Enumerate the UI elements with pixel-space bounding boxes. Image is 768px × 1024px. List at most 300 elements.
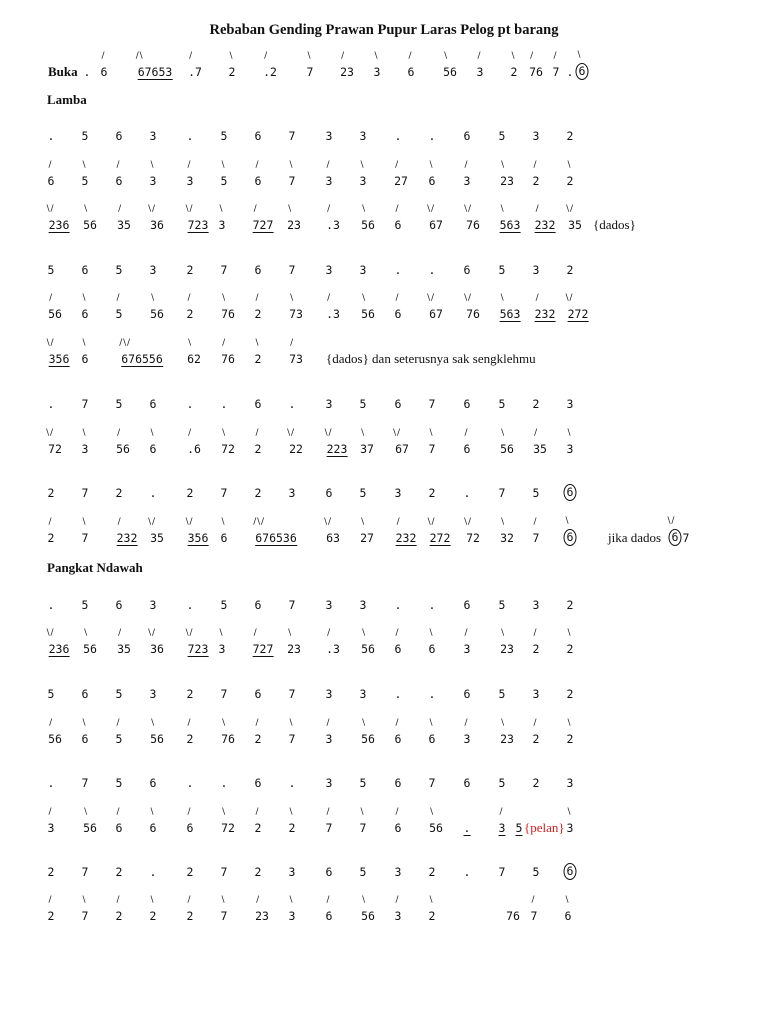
- ornament-mark: /: [327, 204, 330, 214]
- ornament-mark: \: [362, 204, 365, 214]
- ornament-mark: /: [395, 204, 398, 214]
- ornament-mark: /: [531, 895, 534, 905]
- note-cell: .: [428, 598, 436, 612]
- note-cell: 7: [682, 531, 690, 545]
- note-cell: 2 \: [288, 807, 296, 835]
- ornament-mark: /: [255, 293, 258, 303]
- ornament-mark: \: [374, 51, 377, 61]
- note-cell: 3: [325, 687, 333, 701]
- gong-note: 6 \ /: [669, 529, 682, 546]
- ornament-mark: \: [289, 718, 292, 728]
- note-cell: 6: [254, 598, 262, 612]
- note-cell: 3: [149, 687, 157, 701]
- note-cell: 76 \ /: [464, 204, 480, 232]
- note-cell: 7: [288, 263, 296, 277]
- note-cell: 2 \: [566, 718, 574, 746]
- ornament-mark: /: [533, 628, 536, 638]
- note-cell: 35 /: [117, 204, 131, 232]
- note-cell: 6 \: [81, 293, 89, 321]
- notation-row: [0, 776, 768, 802]
- note-cell: 3 \: [373, 51, 381, 79]
- note-cell: 723 \ /: [185, 628, 209, 656]
- note-cell: 5: [359, 486, 367, 500]
- note-cell: 3 /: [325, 718, 333, 746]
- note-cell: .: [428, 263, 436, 277]
- gong-note: 6: [564, 863, 577, 880]
- note-cell: 7: [81, 776, 89, 790]
- note-cell: .: [394, 263, 402, 277]
- ornament-mark: /: [49, 718, 52, 728]
- note-cell: 35 /: [533, 428, 547, 456]
- note-cell: 3: [359, 263, 367, 277]
- note-cell: 23 \: [500, 160, 514, 188]
- note-cell: 7: [288, 129, 296, 143]
- note-cell: 73 /: [289, 338, 303, 366]
- note-cell: 3: [566, 397, 574, 411]
- note-cell: 2: [47, 486, 55, 500]
- ornament-mark: /: [116, 160, 119, 170]
- note-cell: 6: [254, 129, 262, 143]
- note-cell: 56 /: [48, 718, 62, 746]
- note-cell: 76: [506, 909, 520, 923]
- note-cell: 6 /: [115, 807, 123, 835]
- note-cell: 56 \: [500, 428, 514, 456]
- ornament-mark: \ /: [464, 204, 471, 214]
- note-cell: 2 \: [254, 338, 262, 366]
- note-cell: 3: [288, 486, 296, 500]
- note-cell: 7: [81, 486, 89, 500]
- ornament-mark: /: [187, 807, 190, 817]
- note-cell: .: [463, 486, 471, 500]
- ornament-mark: /: [48, 517, 51, 527]
- ornament-mark: /: [117, 517, 120, 527]
- note-cell: 6: [149, 397, 157, 411]
- note-cell: 5: [532, 486, 540, 500]
- notation-row: [0, 160, 768, 200]
- note-cell: 7 \: [81, 517, 89, 545]
- note-cell: 7: [81, 397, 89, 411]
- note-cell: 3 \: [566, 807, 574, 835]
- ornament-mark: \: [290, 293, 293, 303]
- note-cell: 62 \: [187, 338, 201, 366]
- ornament-mark: \: [221, 895, 224, 905]
- ornament-mark: /: [533, 517, 536, 527]
- note-cell: 5: [498, 397, 506, 411]
- note-cell: 6: [115, 598, 123, 612]
- note-cell: 3 /: [186, 160, 194, 188]
- ornament-mark: \: [501, 428, 504, 438]
- note-cell: .: [47, 129, 55, 143]
- notation-row: [0, 204, 768, 244]
- notation-row: [0, 93, 768, 119]
- section-heading: Buka: [48, 64, 78, 79]
- ornament-mark: \: [82, 293, 85, 303]
- note-cell: 7: [288, 687, 296, 701]
- note-cell: 272 \ /: [427, 517, 451, 545]
- ornament-mark: \: [429, 160, 432, 170]
- ornament-mark: \: [362, 895, 365, 905]
- note-cell: .: [220, 397, 228, 411]
- notation-row: [0, 561, 768, 587]
- note-cell: 7 /: [325, 807, 333, 835]
- note-cell: .7 /: [188, 51, 202, 79]
- ornament-mark: \: [567, 428, 570, 438]
- ornament-mark: \ /: [46, 428, 53, 438]
- note-cell: .3 /: [326, 293, 340, 321]
- note-cell: 6 \: [149, 807, 157, 835]
- ornament-mark: \: [82, 428, 85, 438]
- note-cell: 3: [566, 776, 574, 790]
- ornament-mark: /: [327, 628, 330, 638]
- note-cell: 5: [498, 687, 506, 701]
- note-cell: 6: [394, 397, 402, 411]
- note-cell: 236 \ /: [46, 204, 70, 232]
- notation-row: [0, 486, 768, 512]
- ornament-mark: /: [290, 338, 293, 348]
- note-cell: .: [463, 821, 471, 835]
- note-cell: 3 \: [149, 160, 157, 188]
- text-annotation: {dados} dan seterusnya sak sengklehmu: [326, 351, 536, 366]
- note-cell: .: [288, 776, 296, 790]
- note-cell: 6 /: [407, 51, 415, 79]
- ornament-mark: \: [500, 293, 503, 303]
- note-cell: 272 \ /: [565, 293, 589, 321]
- note-cell: 3 \: [359, 160, 367, 188]
- note-cell: 23 /: [255, 895, 269, 923]
- ornament-mark: / \ /: [119, 338, 130, 348]
- ornament-mark: \: [150, 807, 153, 817]
- note-cell: 723 \ /: [185, 204, 209, 232]
- note-cell: 2: [186, 486, 194, 500]
- note-cell: 727 /: [252, 204, 274, 232]
- note-cell: 2 \: [149, 895, 157, 923]
- ornament-mark: \: [222, 293, 225, 303]
- note-cell: 7 \: [288, 160, 296, 188]
- note-cell: 2 \: [510, 51, 518, 79]
- note-cell: .: [566, 65, 574, 79]
- ornament-mark: \: [362, 718, 365, 728]
- ornament-mark: /: [118, 628, 121, 638]
- ornament-mark: \: [567, 718, 570, 728]
- note-cell: .6 /: [187, 428, 201, 456]
- note-cell: 3: [532, 263, 540, 277]
- note-cell: 2: [47, 865, 55, 879]
- ornament-mark: \ /: [148, 628, 155, 638]
- ornament-mark: \: [150, 428, 153, 438]
- note-cell: 3 /: [463, 718, 471, 746]
- ornament-mark: \ /: [324, 428, 331, 438]
- ornament-mark: \ /: [185, 204, 192, 214]
- ornament-mark: /: [253, 204, 256, 214]
- note-cell: 676556 / \ /: [119, 338, 163, 366]
- ornament-mark: /: [255, 428, 258, 438]
- note-cell: 6: [81, 263, 89, 277]
- note-cell: 5: [115, 687, 123, 701]
- ornament-mark: /: [477, 51, 480, 61]
- note-cell: 3: [149, 598, 157, 612]
- note-cell: 3: [359, 598, 367, 612]
- note-cell: 67 \ /: [393, 428, 409, 456]
- ornament-mark: \: [361, 517, 364, 527]
- ornament-mark: \ /: [148, 204, 155, 214]
- note-cell: 35 \ /: [566, 204, 582, 232]
- ornament-mark: \: [221, 517, 224, 527]
- note-cell: 67 \ /: [427, 204, 443, 232]
- ornament-mark: /: [48, 160, 51, 170]
- note-cell: 7: [81, 865, 89, 879]
- note-cell: 7: [220, 687, 228, 701]
- note-cell: 2 /: [115, 895, 123, 923]
- ornament-mark: /: [48, 895, 51, 905]
- note-cell: 23 \: [500, 718, 514, 746]
- note-cell: 2 /: [47, 895, 55, 923]
- note-cell: 3: [149, 129, 157, 143]
- ornament-mark: \: [444, 51, 447, 61]
- note-cell: 27 \: [360, 517, 374, 545]
- note-cell: 3: [288, 865, 296, 879]
- note-cell: 23 \: [500, 628, 514, 656]
- note-cell: 35 \ /: [148, 517, 164, 545]
- note-cell: 72 \: [221, 807, 235, 835]
- ornament-mark: \ /: [566, 204, 573, 214]
- note-cell: 563 \: [499, 293, 521, 321]
- note-cell: 6 \: [428, 160, 436, 188]
- note-cell: 67 \ /: [427, 293, 443, 321]
- ornament-mark: /: [118, 204, 121, 214]
- note-cell: 27 /: [394, 160, 408, 188]
- note-cell: 6 \: [428, 718, 436, 746]
- ornament-mark: /: [255, 160, 258, 170]
- ornament-mark: \: [222, 718, 225, 728]
- note-cell: 67653 / \: [135, 51, 173, 79]
- ornament-mark: \: [567, 807, 570, 817]
- ornament-mark: \: [82, 718, 85, 728]
- note-cell: 2: [566, 129, 574, 143]
- ornament-mark: /: [49, 293, 52, 303]
- note-cell: 3 /: [463, 160, 471, 188]
- ornament-mark: \: [429, 628, 432, 638]
- note-cell: 6: [254, 687, 262, 701]
- note-cell: 72 \ /: [464, 517, 480, 545]
- note-cell: 3 \: [566, 428, 574, 456]
- ornament-mark: \: [289, 160, 292, 170]
- note-cell: 6: [463, 776, 471, 790]
- note-cell: 6: [325, 865, 333, 879]
- ornament-mark: /: [396, 517, 399, 527]
- note-cell: 56 \: [443, 51, 457, 79]
- section-heading: Pangkat Ndawah: [47, 560, 143, 575]
- note-cell: .: [463, 865, 471, 879]
- note-cell: 2 /: [532, 160, 540, 188]
- note-cell: 2 /: [254, 293, 262, 321]
- note-cell: 6 /: [394, 807, 402, 835]
- note-cell: 2: [254, 865, 262, 879]
- ornament-mark: \: [362, 293, 365, 303]
- note-cell: 2 /: [532, 718, 540, 746]
- note-cell: 5 \: [81, 160, 89, 188]
- ornament-mark: /: [116, 293, 119, 303]
- note-cell: 3 /: [476, 51, 484, 79]
- note-cell: 2 /: [186, 895, 194, 923]
- note-cell: 56 \: [83, 628, 97, 656]
- ornament-mark: \: [429, 718, 432, 728]
- ornament-mark: \ /: [427, 517, 434, 527]
- note-cell: 5: [359, 776, 367, 790]
- page-title: Rebaban Gending Prawan Pupur Laras Pelog pt barang: [209, 22, 559, 38]
- note-cell: 2: [532, 397, 540, 411]
- note-cell: 6: [463, 263, 471, 277]
- ornament-mark: \: [84, 807, 87, 817]
- ornament-mark: \ /: [46, 628, 53, 638]
- ornament-mark: /: [395, 718, 398, 728]
- note-cell: 6 \: [220, 517, 228, 545]
- note-cell: 3: [394, 486, 402, 500]
- note-cell: .: [47, 776, 55, 790]
- note-cell: 56 /: [116, 428, 130, 456]
- ornament-mark: /: [256, 895, 259, 905]
- note-cell: .: [428, 129, 436, 143]
- note-cell: 356 \ /: [185, 517, 209, 545]
- note-cell: 2: [428, 486, 436, 500]
- note-cell: 5: [532, 865, 540, 879]
- note-cell: 32 \: [500, 517, 514, 545]
- ornament-mark: \: [289, 895, 292, 905]
- note-cell: 56 \: [361, 204, 375, 232]
- note-cell: 7 /: [530, 895, 538, 923]
- ornament-mark: /: [264, 51, 267, 61]
- ornament-mark: \: [219, 628, 222, 638]
- ornament-mark: /: [326, 895, 329, 905]
- notation-row: [0, 598, 768, 624]
- ornament-mark: \: [289, 807, 292, 817]
- notation-row: [0, 628, 768, 668]
- note-cell: 3: [325, 776, 333, 790]
- notation-row: [0, 807, 768, 847]
- note-cell: 5: [115, 397, 123, 411]
- note-cell: 56 \: [150, 718, 164, 746]
- note-cell: 76 /: [529, 51, 543, 79]
- ornament-mark: /: [326, 160, 329, 170]
- note-cell: 2: [115, 486, 123, 500]
- note-cell: 56 \: [361, 895, 375, 923]
- note-cell: 3: [532, 129, 540, 143]
- note-cell: 2: [115, 865, 123, 879]
- note-cell: 3: [325, 263, 333, 277]
- note-cell: 2 /: [186, 718, 194, 746]
- ornament-mark: \: [567, 628, 570, 638]
- note-cell: 56 /: [48, 293, 62, 321]
- note-cell: 3 /: [325, 160, 333, 188]
- note-cell: 6 /: [394, 204, 402, 232]
- note-cell: 5: [220, 129, 228, 143]
- note-cell: .: [186, 776, 194, 790]
- ornament-mark: /: [535, 204, 538, 214]
- note-cell: 7: [428, 776, 436, 790]
- ornament-mark: /: [395, 293, 398, 303]
- note-cell: 3 /: [47, 807, 55, 835]
- notation-row: [0, 865, 768, 891]
- note-cell: 7 \: [220, 895, 228, 923]
- ornament-mark: \ /: [46, 338, 53, 348]
- ornament-mark: \: [501, 718, 504, 728]
- note-cell: 5: [359, 865, 367, 879]
- note-cell: 6: [149, 776, 157, 790]
- ornament-mark: \: [362, 628, 365, 638]
- note-cell: 63 \ /: [324, 517, 340, 545]
- ornament-mark: \ /: [324, 517, 331, 527]
- note-cell: 5: [498, 776, 506, 790]
- ornament-mark: /: [530, 51, 533, 61]
- note-cell: .: [83, 65, 91, 79]
- note-cell: 5: [498, 129, 506, 143]
- note-cell: 72 \: [221, 428, 235, 456]
- note-cell: 727 /: [252, 628, 274, 656]
- note-cell: 3: [359, 687, 367, 701]
- note-cell: 6 \: [81, 718, 89, 746]
- ornament-mark: /: [116, 807, 119, 817]
- note-cell: 6 \: [564, 895, 572, 923]
- ornament-mark: \: [82, 517, 85, 527]
- note-cell: 6: [463, 397, 471, 411]
- note-cell: 76 \ /: [464, 293, 480, 321]
- ornament-mark: /: [187, 895, 190, 905]
- ornament-mark: \ /: [287, 428, 294, 438]
- note-cell: 6 /: [115, 160, 123, 188]
- note-cell: 6 \: [149, 428, 157, 456]
- text-annotation: {dados}: [593, 217, 636, 232]
- ornament-mark: \: [361, 428, 364, 438]
- note-cell: 35 /: [117, 628, 131, 656]
- note-cell: 23 \: [287, 628, 301, 656]
- ornament-mark: \: [288, 628, 291, 638]
- note-cell: 7 \: [306, 51, 314, 79]
- note-cell: 7: [498, 865, 506, 879]
- ornament-mark: \: [567, 160, 570, 170]
- note-cell: 7 /: [532, 517, 540, 545]
- note-cell: 6: [463, 687, 471, 701]
- note-cell: 3: [149, 263, 157, 277]
- notation-row: [0, 263, 768, 289]
- note-cell: 5: [498, 598, 506, 612]
- note-cell: .: [394, 687, 402, 701]
- ornament-mark: \: [222, 428, 225, 438]
- note-cell: 6: [325, 486, 333, 500]
- note-cell: 37 \: [360, 428, 374, 456]
- note-cell: 22 \ /: [287, 428, 303, 456]
- note-cell: 223 \ /: [324, 428, 348, 456]
- note-cell: 7 \: [359, 807, 367, 835]
- note-cell: 6: [115, 129, 123, 143]
- ornament-mark: \: [577, 50, 580, 60]
- note-cell: 6 /: [394, 293, 402, 321]
- note-cell: 2: [566, 687, 574, 701]
- ornament-mark: /: [395, 628, 398, 638]
- note-cell: 2 \: [566, 628, 574, 656]
- ornament-mark: /: [533, 718, 536, 728]
- note-cell: 3: [394, 865, 402, 879]
- ornament-mark: \ /: [464, 517, 471, 527]
- ornament-mark: \: [219, 204, 222, 214]
- note-cell: .: [186, 397, 194, 411]
- ornament-mark: \: [501, 160, 504, 170]
- notation-row: [0, 516, 768, 557]
- note-cell: 232 /: [395, 517, 417, 545]
- note-cell: 56 \: [361, 718, 375, 746]
- ornament-mark: \ /: [427, 204, 434, 214]
- note-cell: 2 \: [228, 51, 236, 79]
- ornament-mark: \ /: [427, 293, 434, 303]
- note-cell: 3 \: [218, 628, 226, 656]
